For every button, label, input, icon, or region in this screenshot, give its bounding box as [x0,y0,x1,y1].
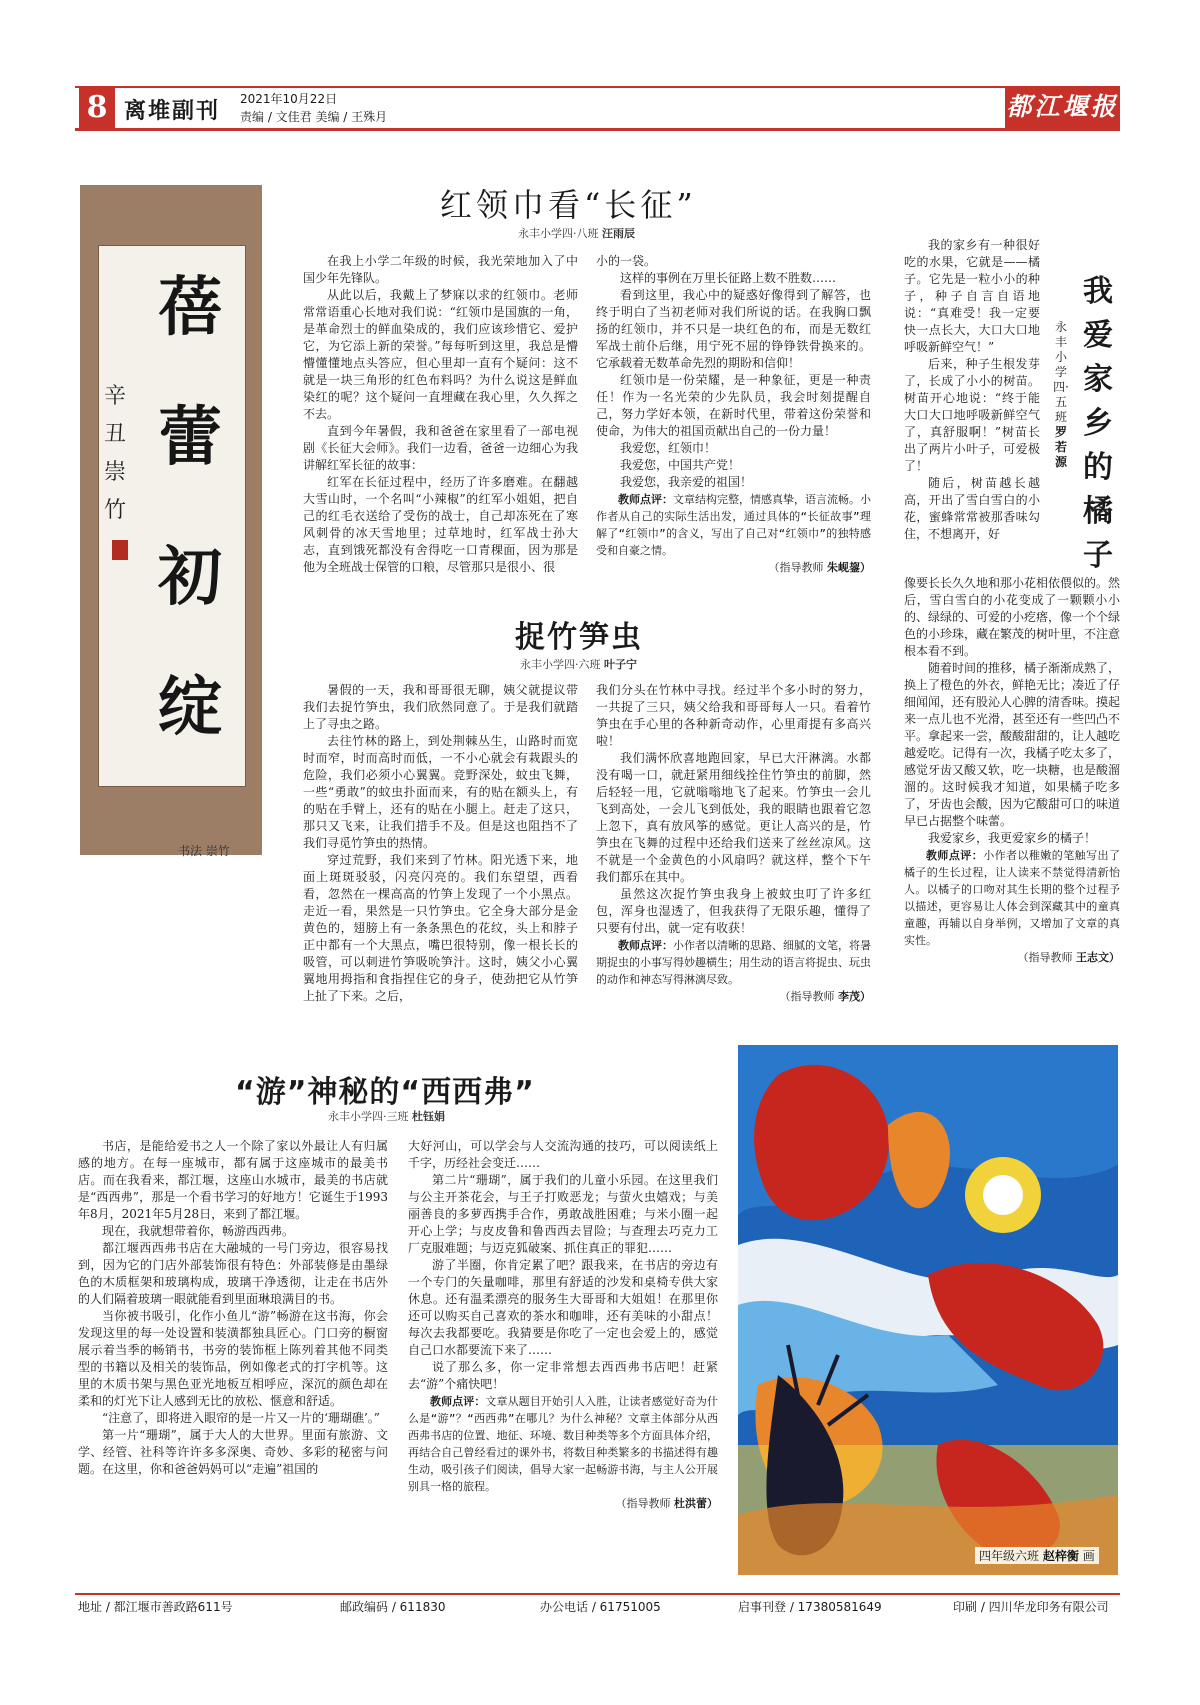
article-byline-vertical [1052,320,1070,470]
article-byline [520,656,637,672]
byline-school: 永丰小学四·六班 [520,658,601,671]
article-title: 红领巾看“长征” [440,186,697,224]
byline-school: 永丰小学四·八班 [518,227,599,240]
article-column [408,1138,718,1512]
caption-suffix: 画 [1082,1549,1095,1563]
paragraph: 我爱您，我亲爱的祖国！ [620,475,753,489]
paragraph: 游了半圈，你肯定累了吧？跟我来，在书店的旁边有一个专门的矢量咖啡，那里有舒适的沙发和桌椅专供大家休息。还有温柔漂亮的服务生大哥哥和大姐姐！在那里你还可以购买自己喜欢的茶水和咖啡，还有美味的小甜点！每次去我都要吃。我猜要是你吃了一定也会爱上的，感觉自己口水都要流下来了…… [408,1258,718,1357]
paragraph: 大好河山，可以学会与人交流沟通的技巧，可以阅读纸上千字，历经社会变迁…… [408,1139,718,1170]
comment-text: 文章结构完整，情感真挚，语言流畅。小作者从自己的实际生活出发，通过具体的“长征故事”理解了“红领巾”的含义，写出了自己对“红领巾”的独特感受和自豪之情。 [596,493,871,557]
paragraph: 看到这里，我心中的疑惑好像得到了解答，也终于明白了当初老师对我们所说的话。在我胸口飘扬的红领巾，并不只是一块红色的布，而是无数红军战士前仆后继，用宁死不屈的铮铮铁骨换来的。它承载着无数革命先烈的期盼和信仰！ [596,288,871,370]
paragraph: 我爱您，中国共产党！ [620,458,741,472]
paragraph: 当你被书吸引，化作小鱼儿“游”畅游在这书海，你会发现这里的每一处设置和装潢都独具匠心。门口旁的橱窗展示着当季的畅销书，书旁的装饰框上陈列着其他不同类型的书籍以及相关的装饰品，例如像老式的打字机等。这里的木质书架与黑色亚光地板互相呼应，深沉的颜色却在柔和的灯光下让人感到无比的放松、惬意和舒适。 [78,1309,388,1408]
comment-text: 小作者以稚嫩的笔触写出了橘子的生长过程，让人读来不禁觉得清新怡人。以橘子的口吻对其生长期的整个过程予以描述，更容易让人体会到深藏其中的童真童趣，再辅以自身举例，又增加了文章的真实性。 [904,849,1120,947]
teacher-credit [408,1495,718,1512]
paragraph: 第二片“珊瑚”，属于我们的儿童小乐园。在这里我们与公主开茶花会，与王子打败恶龙；与萤火虫嬉戏；与美丽善良的多萝西携手合作，勇敢战胜困难；与米小圈一起开心上学；与皮皮鲁和鲁西西去冒险；与查理去巧克力工厂克服难题；与迈克狐破案、抓住真正的罪犯…… [408,1173,718,1255]
teacher-name: 王志文） [1076,951,1120,964]
comment-label: 教师点评： [430,1395,486,1408]
article-byline [328,1108,445,1124]
student-painting [738,1045,1118,1575]
paragraph: 随后，树苗越长越高，开出了雪白雪白的小花，蜜蜂常常被那香味勾住，不想离开，好 [904,476,1040,541]
byline-name: 叶子宁 [604,658,637,671]
paragraph: 说了那么多，你一定非常想去西西弗书店吧！赶紧去“游”个痛快吧！ [408,1360,718,1391]
article-column [904,575,1120,966]
page-number: 8 [79,88,115,128]
paragraph: 我爱您，红领巾！ [620,441,717,455]
paragraph: 我们满怀欣喜地跑回家，早已大汗淋漓。水都没有喝一口，就赶紧用细线拴住竹笋虫的前脚，然后轻轻一甩，它就嗡嗡地飞了起来。竹笋虫一会儿飞到高处，一会儿飞到低处，我的眼睛也跟着它忽上忽下，真有放风筝的感觉。更让人高兴的是，竹笋虫在飞舞的过程中还给我们送来了丝丝凉风。这不就是一个金黄色的小风扇吗？就这样，整个下午我们都乐在其中。 [596,751,871,884]
article-column [303,682,578,1005]
teacher-name: 朱岘鋆） [827,561,871,574]
paragraph: 红领巾是一份荣耀，是一种象征，更是一种责任！作为一名光荣的少先队员，我会时刻提醒自己，努力学好本领，在新时代里，带着这份荣誉和使命，为伟大的祖国贡献出自己的一份力量！ [596,373,871,438]
header-rule-bottom [75,128,1120,131]
comment-label: 教师点评： [926,849,984,862]
article-column [904,237,1040,543]
byline-school: 永丰小学四·三班 [328,1110,409,1123]
paragraph: 直到今年暑假，我和爸爸在家里看了一部电视剧《长征大会师》。我们一边看，爸爸一边细心为我讲解红军长征的故事： [303,424,578,472]
calligraphy-inscription-char: 丑 [104,422,127,447]
caption-artist: 赵梓衡 [1042,1549,1079,1563]
painting-artwork [738,1045,1118,1575]
article-column [596,253,871,576]
paragraph: 穿过荒野，我们来到了竹林。阳光透下来，地面上斑斑驳驳，闪亮闪亮的。我们东望望，西看看，忽然在一棵高高的竹笋上发现了一个小黑点。走近一看，果然是一只竹笋虫。它全身大部分是金黄色的，翅膀上有一条条黑色的花纹，头上和脖子正中都有一个大黑点，嘴巴很特别，像一根长长的吸管，可以刺进竹笋吸吮笋汁。这时，姨父小心翼翼地用拇指和食指捏住它的身子，使劲把它从竹笋上扯了下来。之后， [303,853,578,1003]
teacher-name: 李茂） [838,990,871,1003]
paragraph: “注意了，即将进入眼帘的是一片又一片的‘珊瑚礁’。” [102,1411,380,1425]
calligraphy-inscription-char: 崇 [104,460,127,485]
article-column [596,682,871,1005]
byline-name: 杜钰娟 [412,1110,445,1123]
calligraphy-char: 初 [158,540,222,615]
paragraph: 从此以后，我戴上了梦寐以求的红领巾。老师常常语重心长地对我们说：“红领巾是国旗的一角，是革命烈士的鲜血染成的，我们应该珍惜它、爱护它，为它添上新的荣誉。”每每听到这里，我总是懵懵懂懂地点头答应，但心里却一直有个疑问：这不就是一块三角形的红色布料吗？为什么说这是鲜血染红的呢？这个疑问一直埋藏在我心里，久久挥之不去。 [303,288,578,421]
article-title: “游”神秘的“西西弗” [235,1075,535,1110]
comment-text: 小作者以清晰的思路、细腻的文笔，将暑期捉虫的小事写得妙趣横生；用生动的语言将捉虫、玩虫的动作和神态写得淋漓尽致。 [596,939,871,986]
teacher-comment [596,491,871,559]
paragraph: 在我上小学二年级的时候，我光荣地加入了中国少年先锋队。 [303,254,578,285]
editor-credits: 责编 / 文佳君 美编 / 王殊月 [240,110,388,124]
paragraph: 随着时间的推移，橘子渐渐成熟了，换上了橙色的外衣，鲜艳无比；凑近了仔细闻闻，还有股沁人心脾的清香味。摸起来一点儿也不光滑，甚至还有一些凹凸不平。拿起来一尝，酸酸甜甜的，让人越吃越爱吃。记得有一次，我橘子吃太多了，感觉牙齿又酸又软，吃一块糖，也是酸溜溜的。这时候我才知道，如果橘子吃多了，牙齿也会酸，因为它酸甜可口的味道早已占据整个味蕾。 [904,661,1121,828]
article-title: 我爱家乡的橘子 [1083,274,1113,573]
teacher-label: （指导教师 [779,990,835,1003]
article-byline [518,225,635,241]
issue-date: 2021年10月22日 [240,92,338,106]
footer-phone: 办公电话 / 61751005 [540,1600,661,1614]
teacher-comment [408,1393,718,1495]
comment-text: 文章从题目开始引人入胜，让读者感觉好奇为什么是“游”？“西西弗”在哪儿？为什么神秘？文章主体部分从西西弗书店的位置、地征、环境、数目种类等多个方面具体介绍，再结合自己曾经看过的课外书，将数目种类繁多的书描述得有趣生动，吸引孩子们阅读，倡导大家一起畅游书海，与主人公开展别具一格的旅程。 [408,1395,719,1493]
teacher-label: （指导教师 [768,561,824,574]
paragraph: 红军在长征过程中，经历了许多磨难。在翻越大雪山时，一个名叫“小辣椒”的红军小姐姐，把自己的红毛衣送给了受伤的战士，自己却冻死在了寒风刺骨的冰天雪地里；过草地时，红军战士孙大志，直到饿死都没有舍得吃一口青稞面，因为那是他为全班战士保管的口粮，尽管那只是很小、很 [303,475,578,574]
teacher-label: （指导教师 [1017,951,1073,964]
byline-school: 永丰小学四·五班 [1053,320,1069,424]
paragraph: 我爱家乡，我更爱家乡的橘子！ [928,831,1097,845]
painting-caption [975,1547,1099,1564]
paragraph: 现在，我就想带着你，畅游西西弗。 [102,1224,295,1238]
footer-printer: 印刷 / 四川华龙印务有限公司 [953,1600,1109,1614]
newspaper-masthead: 都江堰报 [1005,86,1120,128]
paragraph: 像要长长久久地和那小花相依偎似的。然后，雪白雪白的小花变成了一颗颗小小的、绿绿的、可爱的小疙瘩，像一个个绿色的小珍珠，藏在繁茂的树叶里，不注意根本看不到。 [904,576,1121,658]
paragraph: 暑假的一天，我和哥哥很无聊，姨父就提议带我们去捉竹笋虫，我们欣然同意了。于是我们就踏上了寻虫之路。 [303,683,578,731]
teacher-comment [904,847,1120,949]
paragraph: 去往竹林的路上，到处荆棘丛生，山路时而宽时而窄，时而高时而低，一不小心就会有栽跟头的危险，我们必须小心翼翼。竞野深处，蚊虫飞舞，一些“勇敢”的蚊虫扑面而来，有的贴在额头上，有的贴在手臂上，还有的贴在小腿上。赶走了这只，那只又飞来，让我们措手不及。但是这也阻挡不了我们寻觅竹笋虫的热情。 [303,734,578,850]
article-column [303,253,578,576]
comment-label: 教师点评： [618,493,673,506]
teacher-label: （指导教师 [615,1497,671,1510]
paragraph: 书店，是能给爱书之人一个除了家以外最让人有归属感的地方。在每一座城市，都有属于这座城市的最美书店。而在我看来，都江堰，这座山水城市，最美的书店就是“西西弗”，那是一个看书学习的好地方！它诞生于1993年8月，2021年5月28日，来到了都江堰。 [78,1139,388,1221]
calligraphy-char: 绽 [158,670,222,745]
teacher-credit [596,988,871,1005]
paragraph: 都江堰西西弗书店在大融城的一号门旁边，很容易找到，因为它的门店外部装饰很有特色：外部装修是由墨绿色的木质框架和玻璃构成，玻璃干净透彻，让走在书店外的人们隔着玻璃一眼就能看到里面琳琅满目的书。 [78,1241,388,1306]
calligraphy-inscription-char: 辛 [104,384,127,409]
calligraphy-char: 蕾 [158,400,222,475]
caption-class: 四年级六班 [979,1549,1040,1563]
calligraphy-char: 蓓 [158,270,222,345]
calligraphy-inscription-char: 竹 [104,498,127,523]
paragraph: 小的一袋。 [596,254,657,268]
article-title: 捉竹笋虫 [515,620,643,655]
article-title-vertical [1078,270,1118,578]
teacher-comment [596,937,871,988]
teacher-credit [596,559,871,576]
paragraph: 第一片“珊瑚”，属于大人的大世界。里面有旅游、文学、经管、社科等许许多多深奥、奇妙、多彩的秘密与问题。在这里，你和爸爸妈妈可以“走遍”祖国的 [78,1428,388,1476]
footer-notice: 启事刊登 / 17380581649 [738,1600,882,1614]
paragraph: 我们分头在竹林中寻找。经过半个多小时的努力，一共捉了三只，姨父给我和哥哥每人一只。看着竹笋虫在手心里的各种新奇动作，心里甭提有多高兴啦！ [596,683,871,748]
article-column [78,1138,388,1478]
comment-label: 教师点评： [618,939,673,952]
paragraph: 虽然这次捉竹笋虫我身上被蚊虫叮了许多红包，浑身也湿透了，但我获得了无限乐趣，懂得了只要有付出，就一定有收获！ [596,887,871,935]
footer-rule [75,1593,1120,1595]
paragraph: 我的家乡有一种很好吃的水果，它就是——橘子。它先是一粒小小的种子，种子自言自语地说：“真难受！我一定要快一点长大，大口大口地呼吸新鲜空气！” [904,238,1040,354]
artist-seal [112,540,128,560]
footer-address: 地址 / 都江堰市善政路611号 [78,1600,233,1614]
byline-name: 罗若源 [1054,425,1067,469]
paragraph: 这样的事例在万里长征路上数不胜数…… [620,271,837,285]
teacher-credit [904,949,1120,966]
section-name: 离堆副刊 [124,99,221,124]
paragraph: 后来，种子生根发芽了，长成了小小的树苗。树苗开心地说：“终于能大口大口地呼吸新鲜空气了，真舒服啊！”树苗长出了两片小叶子，可爱极了！ [904,357,1040,473]
header-rule-top [75,86,1120,88]
footer-postcode: 邮政编码 / 611830 [340,1600,446,1614]
byline-name: 汪雨辰 [602,227,635,240]
calligraphy-credit: 书法 崇竹 [178,844,230,858]
teacher-name: 杜洪蕾） [674,1497,718,1510]
